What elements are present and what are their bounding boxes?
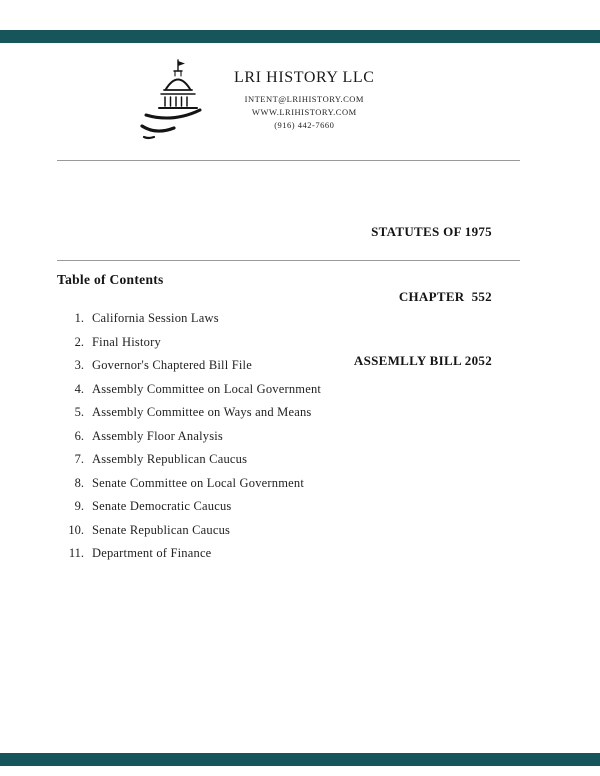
toc-item-number: 6. bbox=[74, 428, 84, 443]
toc-item-number: 9. bbox=[74, 499, 84, 513]
company-name: LRI HISTORY LLC bbox=[234, 68, 375, 86]
top-accent-bar bbox=[0, 30, 600, 43]
toc-item bbox=[57, 500, 540, 513]
toc-item bbox=[57, 547, 540, 560]
capitol-building-icon bbox=[138, 58, 208, 142]
letterhead bbox=[138, 58, 375, 142]
bottom-accent-bar bbox=[0, 753, 600, 766]
toc-item bbox=[57, 406, 540, 419]
website-text: WWW.LRIHISTORY.COM bbox=[251, 106, 357, 117]
phone-text: (916) 442-7660 bbox=[274, 119, 335, 130]
toc-item-label: Senate Republican Caucus bbox=[92, 522, 231, 537]
toc-item-label: Assembly Committee on Ways and Means bbox=[92, 405, 312, 419]
middle-divider bbox=[57, 260, 520, 261]
toc-item-label: Senate Committee on Local Government bbox=[92, 475, 305, 490]
toc-item bbox=[57, 336, 540, 349]
toc-item-label: California Session Laws bbox=[92, 311, 219, 325]
letterhead-text bbox=[234, 69, 375, 132]
bill-line: ASSEMLLY BILL 2052 bbox=[353, 353, 492, 368]
toc-item-number: 7. bbox=[74, 452, 84, 466]
toc-item bbox=[57, 524, 540, 537]
toc-list bbox=[57, 312, 540, 560]
toc-item bbox=[57, 312, 540, 325]
toc-item-label: Governor's Chaptered Bill File bbox=[92, 358, 252, 372]
toc-item-number: 11. bbox=[68, 546, 84, 560]
toc-item-label: Final History bbox=[92, 334, 161, 349]
toc-item-number: 8. bbox=[74, 475, 84, 490]
toc-item bbox=[57, 477, 540, 490]
top-divider bbox=[57, 160, 520, 161]
toc-item bbox=[57, 359, 540, 372]
statutes-line: STATUTES OF 1975 bbox=[371, 224, 492, 239]
toc-item-number: 10. bbox=[68, 522, 84, 537]
toc-item bbox=[57, 383, 540, 396]
toc-item bbox=[57, 453, 540, 466]
toc-item-label: Assembly Republican Caucus bbox=[92, 452, 248, 466]
toc-item-label: Assembly Floor Analysis bbox=[92, 428, 223, 443]
email-text: INTENT@LRIHISTORY.COM bbox=[244, 93, 364, 104]
toc-title: Table of Contents bbox=[57, 272, 164, 287]
toc-item-label: Senate Democratic Caucus bbox=[92, 499, 232, 513]
toc-item-number: 2. bbox=[74, 334, 84, 349]
toc-item bbox=[57, 430, 540, 443]
toc-item-number: 1. bbox=[74, 311, 84, 325]
toc-item-number: 4. bbox=[74, 381, 84, 396]
toc-item-label: Assembly Committee on Local Government bbox=[92, 381, 322, 396]
toc-item-number: 5. bbox=[74, 405, 84, 419]
toc-item-number: 3. bbox=[74, 358, 84, 372]
toc-item-label: Department of Finance bbox=[92, 546, 212, 560]
table-of-contents bbox=[57, 272, 540, 571]
chapter-line: CHAPTER 552 bbox=[398, 288, 492, 304]
